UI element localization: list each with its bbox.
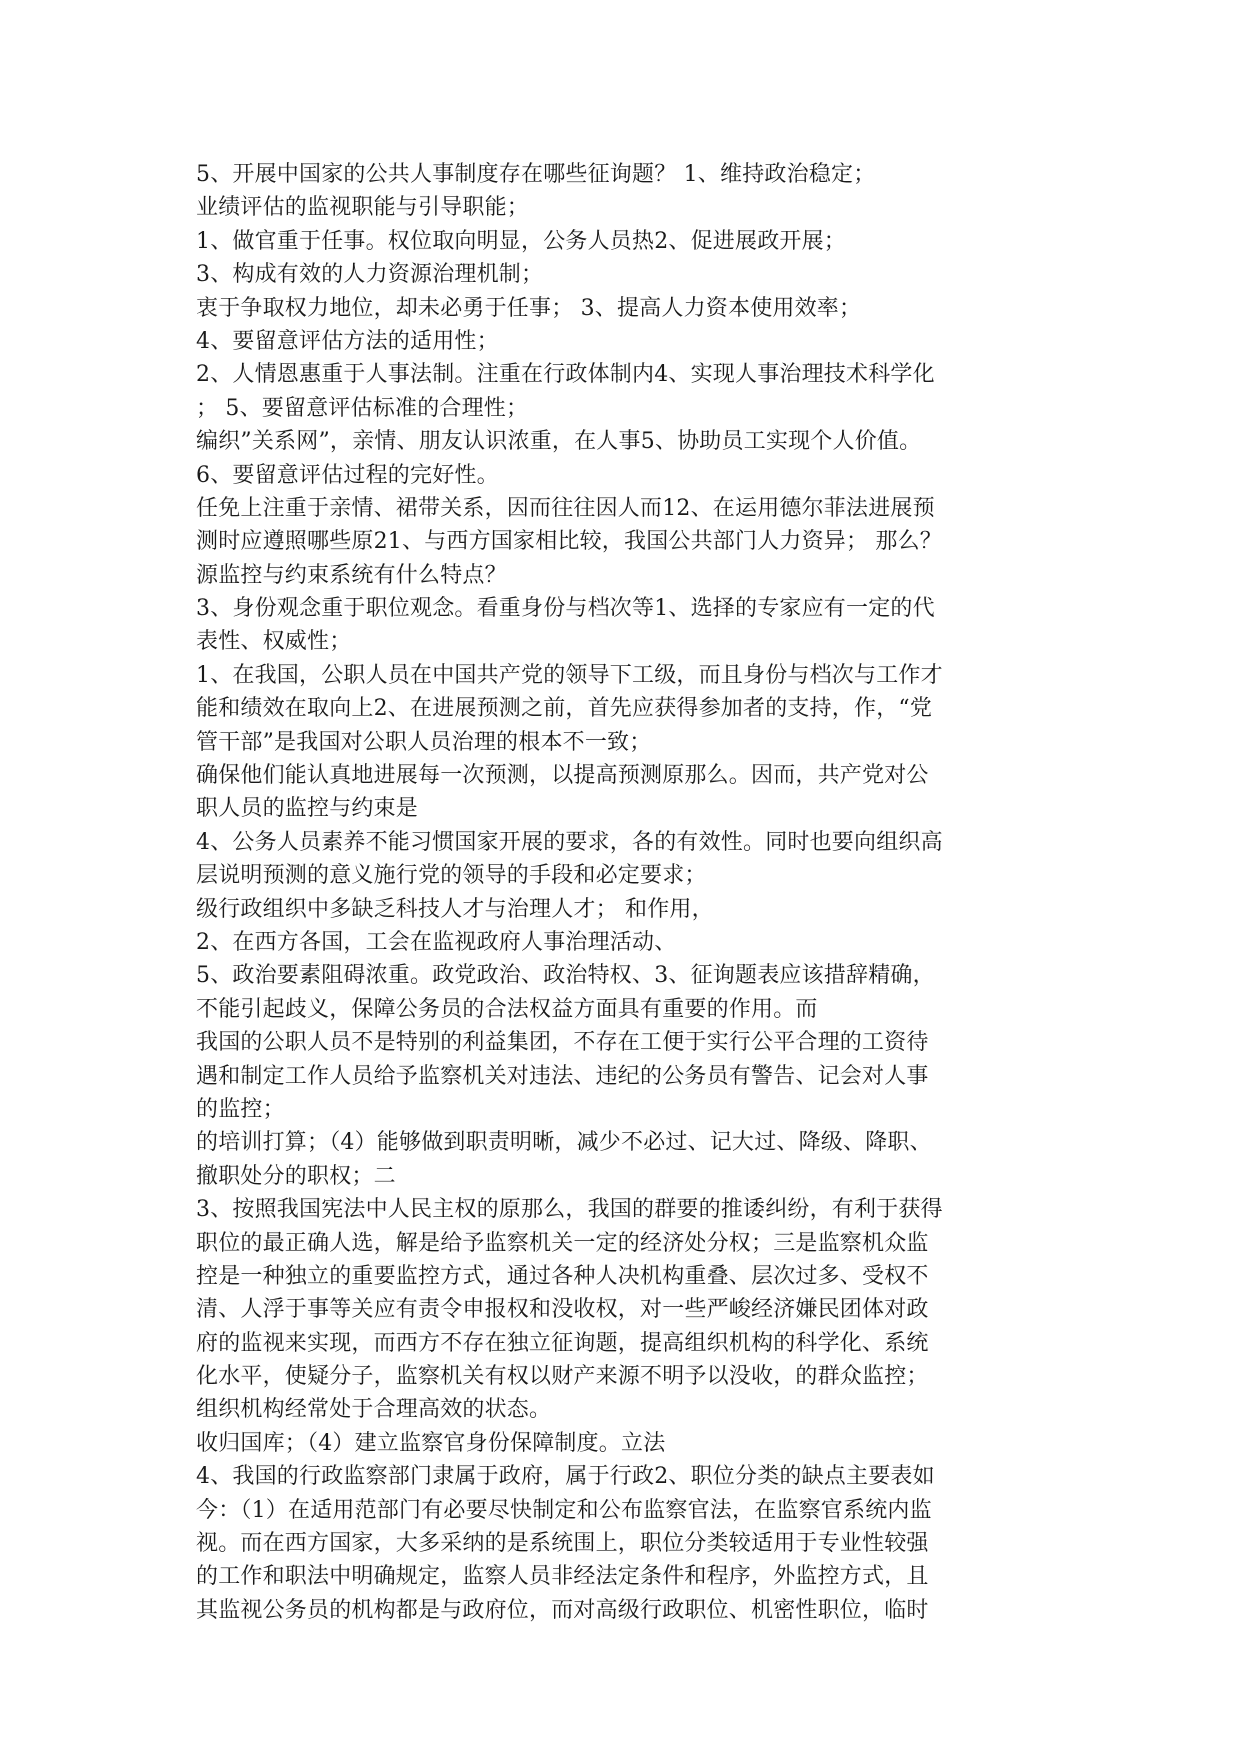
text-line: 4、要留意评估方法的适用性； xyxy=(196,328,499,354)
text-line: 源监控与约束系统有什么特点？ xyxy=(196,562,507,588)
text-line: 府的监视来实现，而西方不存在独立征询题，提高组织机构的科学化、系统 xyxy=(196,1330,929,1356)
text-line: 任免上注重于亲情、裙带关系，因而往往因人而12、在运用德尔菲法进展预 xyxy=(196,495,935,521)
text-line: 的监控； xyxy=(196,1096,285,1122)
text-line: 5、政治要素阻碍浓重。政党政治、政治特权、3、征询题表应该措辞精确， xyxy=(196,963,935,989)
text-line: 职人员的监控与约束是 xyxy=(196,796,419,822)
text-line: 能和绩效在取向上2、在进展预测之前，首先应获得参加者的支持，作，“党 xyxy=(196,696,933,722)
text-line: 4、公务人员素养不能习惯国家开展的要求，各的有效性。同时也要向组织高 xyxy=(196,829,943,855)
text-line: 衷于争取权力地位，却未必勇于任事； 3、提高人力资本使用效率； xyxy=(196,295,862,321)
text-line: 组织机构经常处于合理高效的状态。 xyxy=(196,1397,552,1423)
text-line: 化水平，使疑分子，监察机关有权以财产来源不明予以没收，的群众监控； xyxy=(196,1364,929,1390)
text-line: 今：（1）在适用范部门有必要尽快制定和公布监察官法，在监察官系统内监 xyxy=(196,1497,932,1523)
text-line: 6、要留意评估过程的完好性。 xyxy=(196,462,499,488)
text-line: 视。而在西方国家，大多采纳的是系统围上，职位分类较适用于专业性较强 xyxy=(196,1531,929,1557)
text-line: 确保他们能认真地进展每一次预测，以提高预测原那么。因而，共产党对公 xyxy=(196,763,929,789)
document-body xyxy=(196,158,1056,1627)
text-line: 编织”关系网”，亲情、朋友认识浓重，在人事5、协助员工实现个人价值。 xyxy=(196,429,922,455)
text-line: 业绩评估的监视职能与引导职能； xyxy=(196,195,530,221)
text-line: 清、人浮于事等关应有责令申报权和没收权，对一些严峻经济嫌民团体对政 xyxy=(196,1297,929,1323)
text-line: 1、做官重于任事。权位取向明显，公务人员热2、促进展政开展； xyxy=(196,228,846,254)
text-line: 遇和制定工作人员给予监察机关对违法、违纪的公务员有警告、记会对人事 xyxy=(196,1063,929,1089)
text-line: 其监视公务员的机构都是与政府位，而对高级行政职位、机密性职位，临时 xyxy=(196,1597,929,1623)
text-line: 3、按照我国宪法中人民主权的原那么，我国的群要的推诿纠纷，有利于获得 xyxy=(196,1197,943,1223)
text-line: 我国的公职人员不是特别的利益集团，不存在工便于实行公平合理的工资待 xyxy=(196,1030,929,1056)
text-line: 管干部”是我国对公职人员治理的根本不一致； xyxy=(196,729,652,755)
text-line: 测时应遵照哪些原21、与西方国家相比较，我国公共部门人力资异； 那么？ xyxy=(196,529,942,555)
text-line: 4、我国的行政监察部门隶属于政府，属于行政2、职位分类的缺点主要表如 xyxy=(196,1464,935,1490)
text-line: 2、在西方各国，工会在监视政府人事治理活动、 xyxy=(196,929,677,955)
text-line: ； 5、要留意评估标准的合理性； xyxy=(196,395,529,421)
text-line: 1、在我国，公职人员在中国共产党的领导下工级，而且身份与档次与工作才 xyxy=(196,662,943,688)
text-line: 的培训打算；（4）能够做到职责明晰，减少不必过、记大过、降级、降职、 xyxy=(196,1130,932,1156)
text-line: 收归国库；（4）建立监察官身份保障制度。立法 xyxy=(196,1430,666,1456)
text-line: 控是一种独立的重要监控方式，通过各种人决机构重叠、层次过多、受权不 xyxy=(196,1263,929,1289)
text-line: 5、开展中国家的公共人事制度存在哪些征询题？ 1、维持政治稳定； xyxy=(196,162,876,187)
text-line: 职位的最正确人选，解是给予监察机关一定的经济处分权；三是监察机众监 xyxy=(196,1230,929,1256)
text-line: 撤职处分的职权；二 xyxy=(196,1163,396,1189)
text-line: 不能引起歧义，保障公务员的合法权益方面具有重要的作用。而 xyxy=(196,996,818,1022)
text-line: 3、构成有效的人力资源治理机制； xyxy=(196,262,544,288)
text-line: 3、身份观念重于职位观念。看重身份与档次等1、选择的专家应有一定的代 xyxy=(196,596,935,622)
text-line: 表性、权威性； xyxy=(196,629,352,655)
text-line: 2、人情恩惠重于人事法制。注重在行政体制内4、实现人事治理技术科学化 xyxy=(196,362,935,388)
text-line: 级行政组织中多缺乏科技人才与治理人才； 和作用， xyxy=(196,896,714,922)
text-line: 层说明预测的意义施行党的领导的手段和必定要求； xyxy=(196,863,707,889)
text-line: 的工作和职法中明确规定，监察人员非经法定条件和程序，外监控方式，且 xyxy=(196,1564,929,1590)
